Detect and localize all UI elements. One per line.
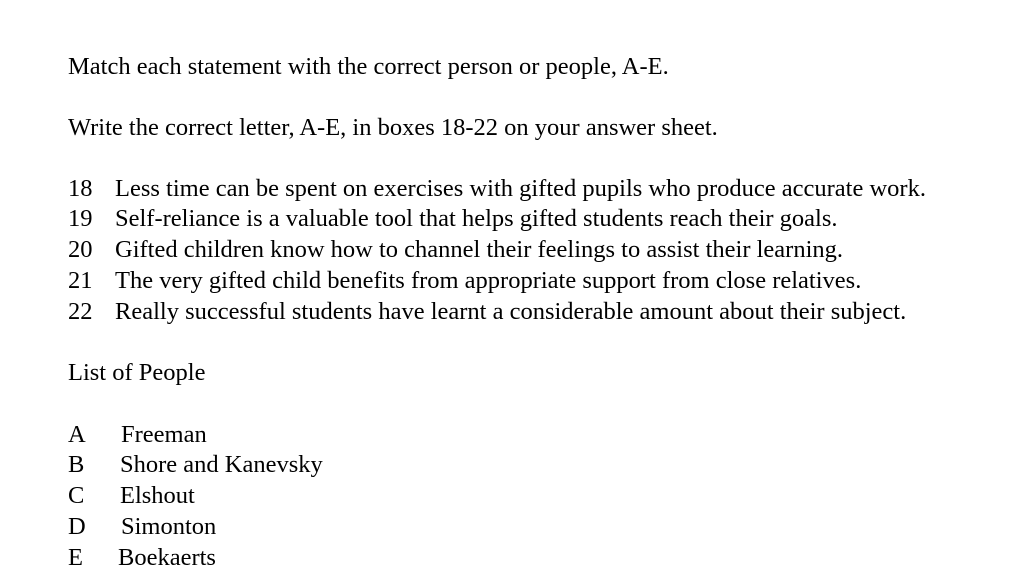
question-number: 20 <box>68 236 93 263</box>
question-number: 21 <box>68 267 93 294</box>
question-text: Really successful students have learnt a considerable amount about their subject. <box>115 298 907 325</box>
option-name: Simonton <box>121 513 217 540</box>
instruction-write: Write the correct letter, A-E, in boxes 18-22 on your answer sheet. <box>68 114 718 141</box>
option-name: Shore and Kanevsky <box>120 451 323 478</box>
instruction-match: Match each statement with the correct person or people, A-E. <box>68 53 669 80</box>
person-option <box>68 481 195 511</box>
option-letter: E <box>68 544 83 571</box>
person-option <box>68 450 323 480</box>
person-option <box>68 420 207 450</box>
person-option <box>68 543 216 573</box>
question-text: Self-reliance is a valuable tool that helps gifted students reach their goals. <box>115 205 838 232</box>
option-letter: C <box>68 482 85 509</box>
option-name: Elshout <box>120 482 195 509</box>
question-item <box>68 204 838 234</box>
question-text: Gifted children know how to channel their feelings to assist their learning. <box>115 236 844 263</box>
question-number: 19 <box>68 205 93 232</box>
list-heading: List of People <box>68 359 206 386</box>
option-letter: B <box>68 451 85 478</box>
person-option <box>68 512 216 542</box>
question-number: 18 <box>68 175 93 202</box>
question-number: 22 <box>68 298 93 325</box>
option-name: Freeman <box>121 421 207 448</box>
question-item <box>68 266 861 296</box>
option-letter: A <box>68 421 86 448</box>
option-letter: D <box>68 513 86 540</box>
question-text: The very gifted child benefits from appropriate support from close relatives. <box>115 267 862 294</box>
question-item <box>68 235 843 265</box>
question-item <box>68 297 906 327</box>
question-item <box>68 174 926 204</box>
option-name: Boekaerts <box>118 544 216 571</box>
question-text: Less time can be spent on exercises with gifted pupils who produce accurate work. <box>115 175 926 202</box>
